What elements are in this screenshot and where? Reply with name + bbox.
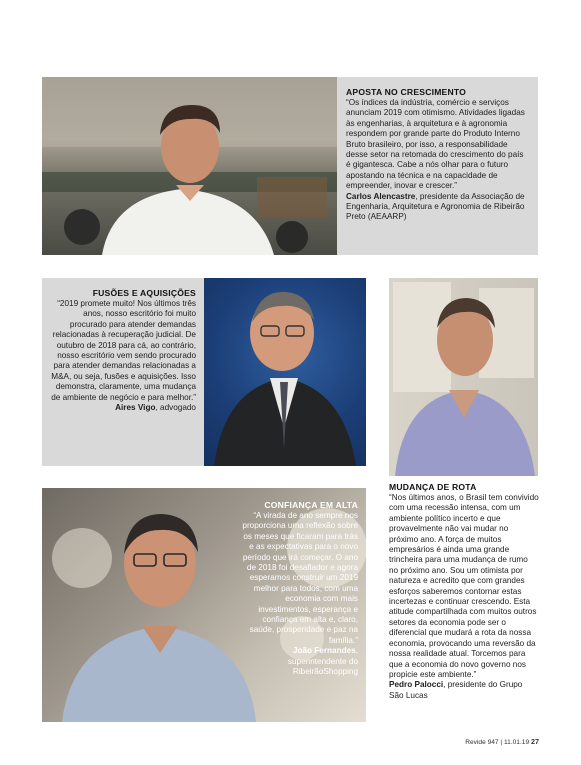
- portrait-illustration: [42, 77, 337, 255]
- photo-joao-fernandes: [42, 488, 366, 722]
- photo-aires-vigo: [204, 278, 366, 466]
- page-folio: [465, 737, 539, 746]
- quote-joao-fernandes: “A virada de ano sempre nos proporciona uma reflexão sobre os meses que ficaram para trás e as expectativas para o novo período que irá começar. O ano de 2018 foi desafiador e agora esperamos construir um 2019 melhor para todos, com uma economia com mais investimentos, esperança e confiança em alta e, claro, saúde, prosperidade e paz na família.”: [242, 511, 358, 645]
- byline-carlos-alencastre: [346, 192, 530, 223]
- role-aires-vigo: , advogado: [155, 403, 196, 413]
- photo-carlos-alencastre: [42, 77, 337, 255]
- folio-page-number: 27: [531, 737, 539, 746]
- heading-fusoes-e-aquisicoes: FUSÕES E AQUISIÇÕES: [92, 288, 196, 298]
- byline-aires-vigo: [48, 403, 196, 413]
- photo-pedro-palocci: [389, 278, 538, 476]
- folio-separator: |: [500, 739, 504, 746]
- byline-pedro-palocci: [389, 680, 539, 701]
- portrait-illustration: [204, 278, 366, 466]
- panel-fusoes-e-aquisicoes: [42, 278, 204, 466]
- name-pedro-palocci: Pedro Palocci: [389, 680, 444, 690]
- role-pedro-palocci: , presidente do Grupo São Lucas: [389, 680, 523, 700]
- portrait-illustration: [389, 278, 538, 476]
- role-joao-fernandes: , superintendente do RibeirãoShopping: [287, 646, 358, 677]
- name-joao-fernandes: João Fernandes: [292, 646, 356, 656]
- text-confianca-em-alta: [238, 500, 358, 678]
- heading-aposta-no-crescimento: APOSTA NO CRESCIMENTO: [346, 87, 467, 97]
- role-carlos-alencastre: , presidente da Associação de Engenharia, Arquitetura e Agronomia de Ribeirão Preto (AEAARP): [346, 191, 525, 222]
- quote-pedro-palocci: “Nos últimos anos, o Brasil tem convivido com uma recessão intensa, com um ambiente político incerto e que provavelmente não vai mudar no próximo ano. A força de muitos empresários é ainda uma grande trincheira para uma mudança de rumo no próximo ano. Sou um otimista por natureza e acredito que com grandes esforços saberemos contornar estas incertezas e continuar crescendo. Esta atitude compartilhada com muitos outros setores da economia pode ser o diferencial que mudará a rota da nossa economia, provocando uma reversão da nossa realidade atual. Torcemos para que a economia do novo governo nos propicie este ambiente.”: [389, 493, 539, 679]
- name-aires-vigo: Aires Vigo: [115, 403, 156, 413]
- text-mudanca-de-rota: [389, 482, 539, 701]
- quote-aires-vigo: “2019 promete muito! Nos últimos três anos, nosso escritório foi muito procurado para atender demandas relacionadas à recuperação judicial. De outubro de 2018 para cá, ao contrário, nosso escritório vem sendo procurado para atender demandas relacionadas a M&A, ou seja, fusões e aquisições. Isso demonstra, claramente, uma mudança de ambiente de negócio e para melhor.”: [51, 299, 196, 402]
- heading-mudanca-de-rota: MUDANÇA DE ROTA: [389, 482, 477, 492]
- folio-date: 11.01.19: [503, 739, 530, 746]
- heading-confianca-em-alta: CONFIANÇA EM ALTA: [264, 500, 358, 510]
- quote-carlos-alencastre: “Os índices da indústria, comércio e serviços anunciam 2019 com otimismo. Atividades ligadas às engenharias, à arquitetura e à agronomia respondem por grande parte do Produto Interno Bruto brasileiro, por isso, a responsabilidade desse setor na retomada do crescimento do país é gigantesca. Cabe a nós olhar para o futuro apostando na técnica e na capacidade de empreender, inovar e crescer.”: [346, 98, 525, 191]
- name-carlos-alencastre: Carlos Alencastre: [346, 191, 416, 201]
- folio-magazine: Revide 947: [465, 739, 499, 746]
- byline-joao-fernandes: [238, 646, 358, 677]
- panel-aposta-no-crescimento: [337, 77, 538, 255]
